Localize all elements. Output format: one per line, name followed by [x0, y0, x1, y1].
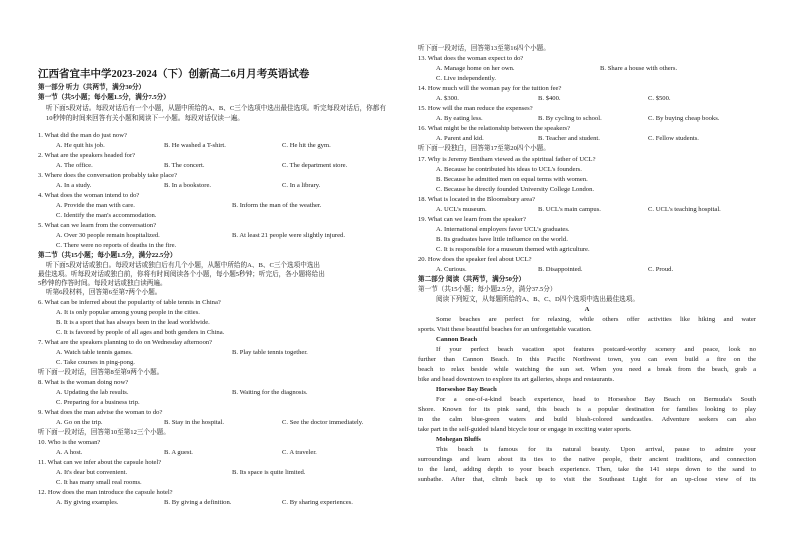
passage-letter: A	[584, 306, 590, 313]
monologue-17-20-heading: 听下面一段独白，回答第17至第20四个小题。	[418, 145, 550, 152]
section1-instructions: 听下面5段对话。每段对话后有一个小题，从题中所给的A、B、C三个选项中选出最佳选项。听完每段对话后，你都有10秒钟的时间来回答有关小题和阅读下一小题。每段对话仅读一遍。	[46, 105, 386, 122]
question-8-stem: 8. What is the woman doing now?	[38, 379, 129, 386]
question-2-options	[56, 162, 390, 170]
question-11-options	[56, 469, 390, 477]
question-18-options	[436, 206, 756, 214]
q9-option-a[interactable]: A. Go on the trip.	[56, 419, 103, 426]
q14-option-a[interactable]: A. $300.	[436, 95, 459, 102]
q3-option-a[interactable]: A. In a study.	[56, 182, 92, 189]
q4-option-c[interactable]: C. Identify the man's accommodation.	[56, 212, 157, 219]
q3-option-c[interactable]: C. In a library.	[282, 182, 321, 189]
q12-option-b[interactable]: B. By giving a definition.	[164, 499, 232, 506]
question-14-options	[436, 95, 756, 103]
question-16-options	[436, 135, 756, 143]
section2-heading: 第二节（共15小题；每小题1.5分，满分22.5分）	[38, 252, 177, 259]
question-3-stem: 3. Where does the conversation probably take place?	[38, 172, 178, 179]
q11-option-a[interactable]: A. It's dear but convenient.	[56, 469, 128, 476]
reading-section1-instructions: 阅读下列短文，从每题所给的A、B、C、D四个选项中选出最佳选项。	[436, 296, 639, 303]
q12-option-c[interactable]: C. By sharing experiences.	[282, 499, 353, 506]
question-15-options	[436, 115, 756, 123]
q2-option-b[interactable]: B. The concert.	[164, 162, 205, 169]
mohegan-bluffs-heading: Mohegan Bluffs	[436, 436, 481, 443]
question-9-stem: 9. What does the man advise the woman to do?	[38, 409, 163, 416]
q19-option-c[interactable]: C. It is responsible for a museum themed with agriculture.	[436, 246, 590, 253]
q14-option-c[interactable]: C. $500.	[648, 95, 671, 102]
question-20-stem: 20. How does the speaker feel about UCL?	[418, 256, 532, 263]
intro-line-2: sports. Visit these beautiful beaches for an unforgettable vacation.	[418, 326, 592, 333]
part2-heading: 第二部分 阅读（共两节，满分50分）	[418, 276, 526, 283]
q3-option-b[interactable]: B. In a bookstore.	[164, 182, 212, 189]
q1-option-b[interactable]: B. He washed a T-shirt.	[164, 142, 226, 149]
question-12-options	[56, 499, 390, 507]
q2-option-a[interactable]: A. The office.	[56, 162, 93, 169]
q2-option-c[interactable]: C. The department store.	[282, 162, 348, 169]
question-15-stem: 15. How will the man reduce the expenses?	[418, 105, 533, 112]
cannon-beach-heading: Cannon Beach	[436, 336, 478, 343]
q15-option-a[interactable]: A. By eating less.	[436, 115, 483, 122]
q20-option-a[interactable]: A. Curious.	[436, 266, 467, 273]
q9-option-c[interactable]: C. See the doctor immediately.	[282, 419, 364, 426]
q16-option-c[interactable]: C. Fellow students.	[648, 135, 699, 142]
q8-option-c[interactable]: C. Preparing for a business trip.	[56, 399, 140, 406]
question-12-stem: 12. How does the man introduce the capsule hotel?	[38, 489, 173, 496]
question-5-options	[56, 232, 390, 240]
question-3-options	[56, 182, 390, 190]
question-5-stem: 5. What can we learn from the conversation?	[38, 222, 157, 229]
q14-option-b[interactable]: B. $400.	[538, 95, 561, 102]
question-20-options	[436, 266, 756, 274]
question-17-stem: 17. Why is Jeremy Bentham viewed as the spiritual father of UCL?	[418, 156, 596, 163]
mohegan-line-2: surroundings and learn about its ties to the native people, their ancient traditions, and connection	[418, 456, 756, 463]
mohegan-line-3: to the land, adding depth to your beach experience. Then, take the 141 steps down to the sand to	[418, 466, 756, 473]
question-9-options	[56, 419, 390, 427]
q10-option-b[interactable]: B. A guest.	[164, 449, 193, 456]
section2-instructions-line-1: 听下面5段对话或独白。每段对话或独白后有几个小题，从题中所给的A、B、C三个选项中选出	[46, 262, 321, 269]
horseshoe-bay-heading: Horseshoe Bay Beach	[436, 386, 497, 393]
q10-option-a[interactable]: A. A host.	[56, 449, 83, 456]
q9-option-b[interactable]: B. Stay in the hospital.	[164, 419, 225, 426]
section2-instructions-line-2: 最佳选项。听每段对话或独白前，你将有时间阅读各个小题，每小题5秒钟；听完后，各小题将给出	[38, 271, 325, 278]
material-6-heading: 听第6段材料，回答第6至第7两个小题。	[46, 289, 162, 296]
q6-option-c[interactable]: C. It is favored by people of all ages and both genders in China.	[56, 329, 225, 336]
reading-section1-heading: 第一节（共15小题；每小题2.5分，满分37.5分）	[418, 286, 557, 293]
q1-option-c[interactable]: C. He hit the gym.	[282, 142, 331, 149]
q20-option-b[interactable]: B. Disappointed.	[538, 266, 583, 273]
dialog-13-16-heading: 听下面一段对话，回答第13至第16四个小题。	[418, 45, 550, 52]
cannon-line-3: beach to relax beside while watching the sun set. When you need a break from the beach, grab a	[418, 366, 756, 373]
q6-option-a[interactable]: A. It is only popular among young people in the cities.	[56, 309, 200, 316]
question-16-stem: 16. What might be the relationship between the speakers?	[418, 125, 571, 132]
question-4-stem: 4. What does the woman intend to do?	[38, 192, 140, 199]
horse-line-4: take part in the self-guided island bicycle tour or engage in exciting water sports.	[418, 426, 632, 433]
q13-option-a[interactable]: A. Manage home on her own.	[436, 65, 515, 72]
q18-option-b[interactable]: B. UCL's main campus.	[538, 206, 601, 213]
question-13-stem: 13. What does the woman expect to do?	[418, 55, 524, 62]
horse-line-1: For a one-of-a-kind beach experience, head to Horseshoe Bay Beach on Bermuda's South	[436, 396, 756, 403]
question-7-stem: 7. What are the speakers planning to do on Wednesday afternoon?	[38, 339, 213, 346]
question-10-options	[56, 449, 390, 457]
part1-heading: 第一部分 听力（共两节，满分30分）	[38, 84, 146, 91]
question-7-options	[56, 349, 390, 357]
q16-option-b[interactable]: B. Teacher and student.	[538, 135, 600, 142]
q4-option-b[interactable]: B. Inform the man of the weather.	[232, 202, 322, 209]
q7-option-a[interactable]: A. Watch table tennis games.	[56, 349, 133, 356]
dialog-10-12-heading: 听下面一段对话，回答第10至第12三个小题。	[38, 429, 170, 436]
q11-option-b[interactable]: B. Its space is quite limited.	[232, 469, 306, 476]
question-2-stem: 2. What are the speakers headed for?	[38, 152, 136, 159]
q7-option-b[interactable]: B. Play table tennis together.	[232, 349, 308, 356]
q17-option-c[interactable]: C. Because he directly founded University College London.	[436, 186, 595, 193]
q13-option-c[interactable]: C. Live independently.	[436, 75, 497, 82]
q13-option-b[interactable]: B. Share a house with others.	[600, 65, 678, 72]
mohegan-line-1: This beach is famous for its natural beauty. Upon arrival, pause to admire your	[436, 446, 756, 453]
cannon-line-2: further than Cannon Beach. In this Pacific Northwest town, you can even build a fire on the	[418, 356, 756, 363]
section2-instructions-line-3: 5秒钟的作答时间。每段对话或独白读两遍。	[38, 280, 167, 287]
question-6-stem: 6. What can be inferred about the popularity of table tennis in China?	[38, 299, 221, 306]
dialog-8-9-heading: 听下面一段对话，回答第8至第9两个小题。	[38, 369, 164, 376]
q8-option-a[interactable]: A. Updating the lab results.	[56, 389, 129, 396]
horse-line-2: Shore. Known for its pink sand, this beach is a popular destination for families looking to play	[418, 406, 756, 413]
q1-option-a[interactable]: A. He quit his job.	[56, 142, 105, 149]
section1-heading: 第一节（共5小题；每小题1.5分，满分7.5分）	[38, 94, 170, 101]
intro-line-1: Some beaches are perfect for relaxing, while others offer activities like hiking and water	[436, 316, 756, 323]
cannon-line-1: If your perfect beach vacation spot features postcard-worthy scenery and peace, look no	[436, 346, 756, 353]
q19-option-b[interactable]: B. Its graduates have little influence on the world.	[436, 236, 568, 243]
q6-option-b[interactable]: B. It is a sport that has always been in the lead worldwide.	[56, 319, 210, 326]
q16-option-a[interactable]: A. Parent and kid.	[436, 135, 484, 142]
q18-option-a[interactable]: A. UCL's museum.	[436, 206, 487, 213]
question-18-stem: 18. What is located in the Bloomsbury area?	[418, 196, 536, 203]
q12-option-a[interactable]: A. By giving examples.	[56, 499, 119, 506]
q8-option-b[interactable]: B. Waiting for the diagnosis.	[232, 389, 308, 396]
question-8-options	[56, 389, 390, 397]
q18-option-c[interactable]: C. UCL's teaching hospital.	[648, 206, 721, 213]
q4-option-a[interactable]: A. Provide the man with care.	[56, 202, 135, 209]
q20-option-c[interactable]: C. Proud.	[648, 266, 674, 273]
q17-option-a[interactable]: A. Because he contributed his ideas to UCL's founders.	[436, 166, 582, 173]
horse-line-3: in the calm blue-green waters and build blush-colored sandcastles. Adventure seekers can also	[418, 416, 756, 423]
cannon-line-4: bike and head downtown to explore its art galleries, shops and restaurants.	[418, 376, 615, 383]
q17-option-b[interactable]: B. Because he admitted men on equal terms with women.	[436, 176, 588, 183]
q10-option-c[interactable]: C. A traveler.	[282, 449, 317, 456]
q15-option-b[interactable]: B. By cycling to school.	[538, 115, 602, 122]
question-14-stem: 14. How much will the woman pay for the tuition fee?	[418, 85, 562, 92]
q11-option-c[interactable]: C. It has many small real rooms.	[56, 479, 142, 486]
q5-option-c[interactable]: C. There were no reports of deaths in the fire.	[56, 242, 177, 249]
q7-option-c[interactable]: C. Take courses in ping-pong.	[56, 359, 135, 366]
mohegan-line-4: sunbathe. After that, climb back up to visit the Southeast Light for an up-close view of its	[418, 476, 756, 483]
question-1-stem: 1. What did the man do just now?	[38, 132, 127, 139]
question-11-stem: 11. What can we infer about the capsule hotel?	[38, 459, 162, 466]
question-1-options	[56, 142, 390, 150]
q5-option-a[interactable]: A. Over 30 people remain hospitalized.	[56, 232, 160, 239]
question-19-stem: 19. What can we learn from the speaker?	[418, 216, 526, 223]
q15-option-c[interactable]: C. By buying cheap books.	[648, 115, 720, 122]
q5-option-b[interactable]: B. At least 21 people were slightly injured.	[232, 232, 345, 239]
exam-title: 江西省宜丰中学2023-2024（下）创新高二6月月考英语试卷	[38, 69, 310, 80]
question-10-stem: 10. Who is the woman?	[38, 439, 101, 446]
question-13-options	[436, 65, 756, 73]
question-4-options	[56, 202, 390, 210]
q19-option-a[interactable]: A. International employers favor UCL's graduates.	[436, 226, 570, 233]
